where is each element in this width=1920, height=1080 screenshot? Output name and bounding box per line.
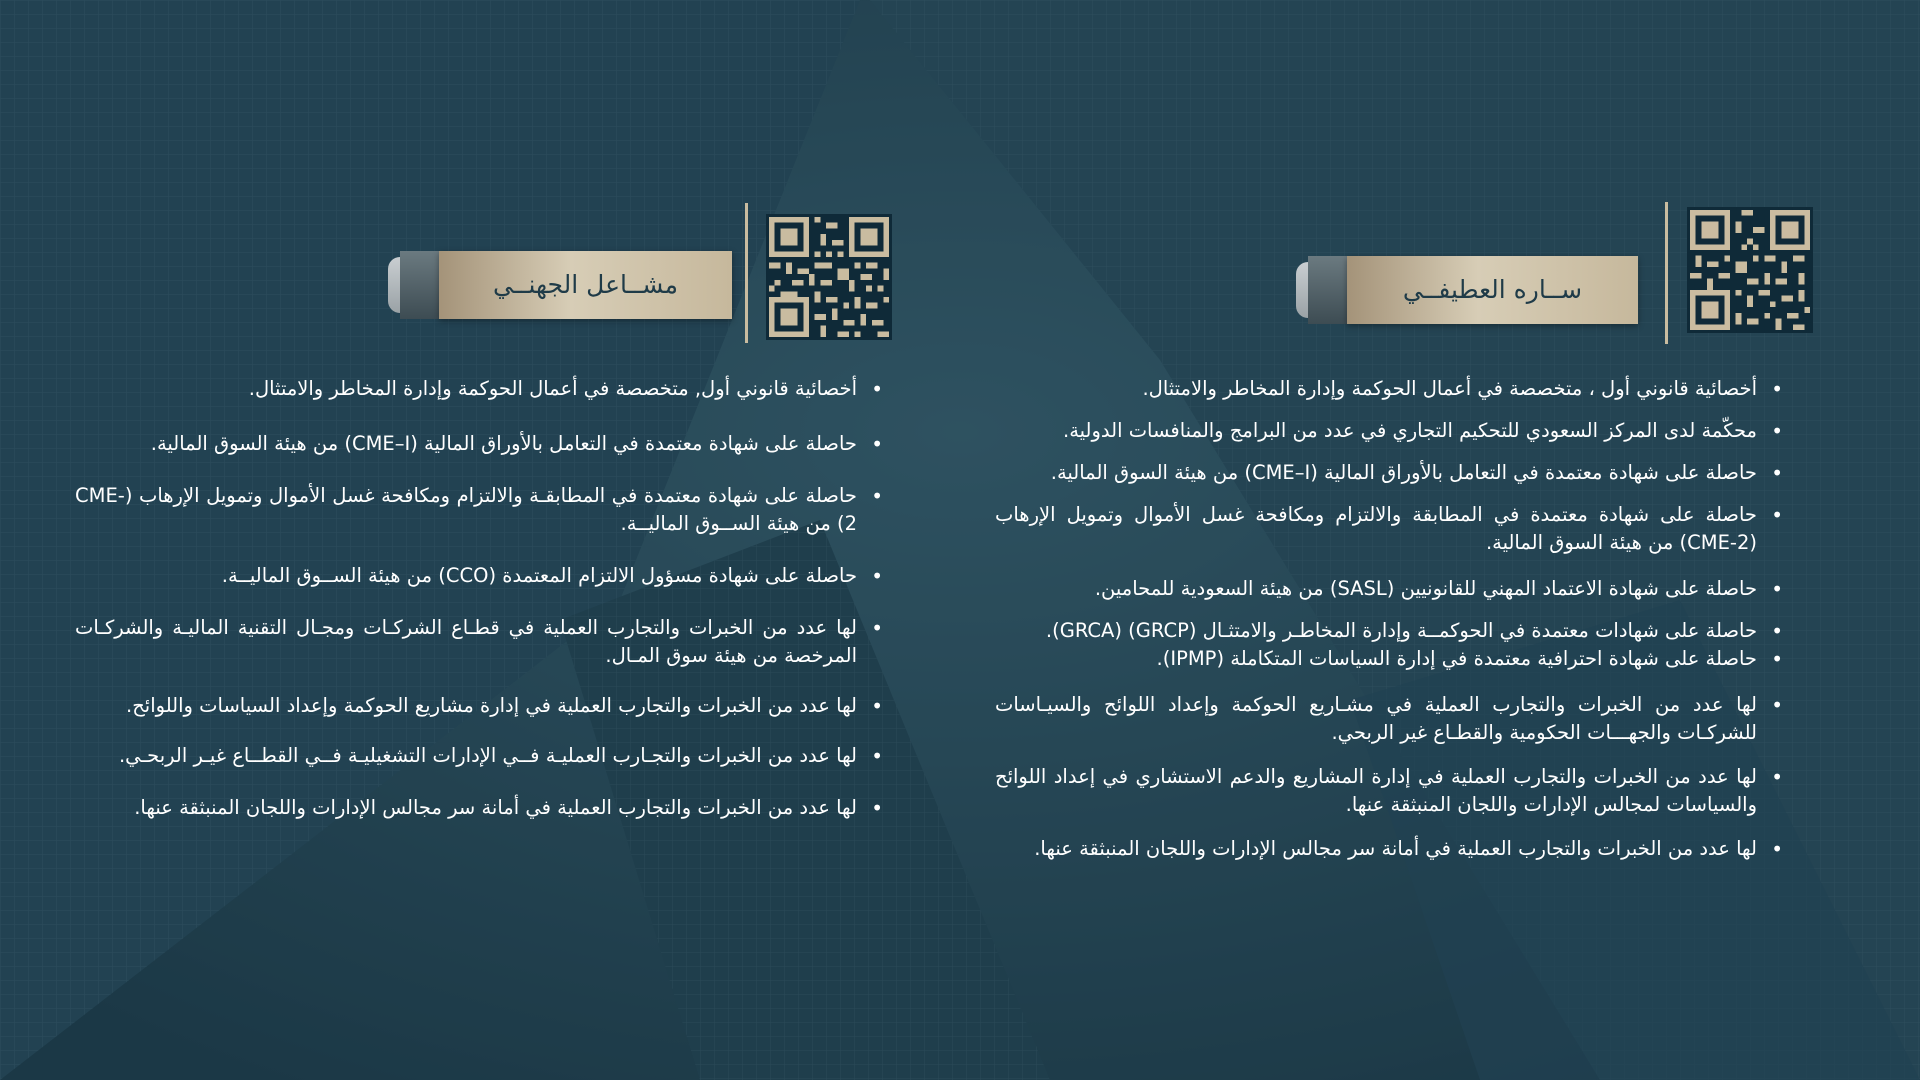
list-item: • محكّمة لدى المركز السعودي للتحكيم التجاري في عدد من البرامج والمنافسات الدولية. bbox=[995, 417, 1787, 445]
list-item: • حاصلة على شهادة معتمدة في التعامل بالأوراق المالية (CME–I) من هيئة السوق المالية. bbox=[75, 430, 887, 458]
profile-sarah bbox=[960, 0, 1920, 1080]
list-item: • حاصلة على شهادة مسؤول الالتزام المعتمدة (CCO) من هيئة الســوق الماليــة. bbox=[75, 562, 887, 590]
list-item: • لها عدد من الخبرات والتجارب العملية في قطـاع الشركـات ومجـال التقنية الماليـة والشركـات المرخصة من هيئة سوق المـال. bbox=[75, 614, 887, 670]
list-item: • أخصائية قانوني أول ، متخصصة في أعمال الحوكمة وإدارة المخاطر والامتثال. bbox=[995, 375, 1787, 403]
list-item: • حاصلة على شهادة معتمدة في المطابقة والالتزام ومكافحة غسل الأموال وتمويل الإرهاب (CME-2) من هيئة السوق المالية. bbox=[995, 501, 1787, 557]
name-banner bbox=[1296, 256, 1638, 324]
list-item: • لها عدد من الخبرات والتجارب العملية في أمانة سر مجالس الإدارات واللجان المنبثقة عنها. bbox=[75, 794, 887, 822]
qr-code-icon[interactable] bbox=[1687, 207, 1813, 333]
list-item: • حاصلة على شهادة الاعتماد المهني للقانونيين (SASL) من هيئة السعودية للمحامين. bbox=[995, 575, 1787, 603]
name-banner bbox=[388, 251, 732, 319]
list-item: • لها عدد من الخبرات والتجـارب العمليـة فــي الإدارات التشغيليـة فــي القطــاع غيـر الربحـي. bbox=[75, 742, 887, 770]
list-item: • حاصلة على شهادة معتمدة في المطابقـة والالتزام ومكافحة غسل الأموال وتمويل الإرهاب (CME-2) من هيئة الســوق الماليــة. bbox=[75, 482, 887, 538]
list-item: • أخصائية قانوني أول, متخصصة في أعمال الحوكمة وإدارة المخاطر والامتثال. bbox=[75, 375, 887, 403]
list-item: • لها عدد من الخبرات والتجارب العملية في أمانة سر مجالس الإدارات واللجان المنبثقة عنها. bbox=[995, 835, 1787, 863]
list-item: • لها عدد من الخبرات والتجارب العملية في مشـاريع الحوكمة وإعداد اللوائح والسيـاسات للشركـات والجهـــات الحكومية والقطـاع غير الربحي. bbox=[995, 691, 1787, 747]
list-item: • حاصلة على شهادات معتمدة في الحوكمــة وإدارة المخاطـر والامتثـال (GRCP) (GRCA). bbox=[995, 617, 1787, 645]
list-item: • لها عدد من الخبرات والتجارب العملية في إدارة المشاريع والدعم الاستشاري في إعداد اللوائح والسياسات لمجالس الإدارات واللجان المنبثقة عنها. bbox=[995, 763, 1787, 819]
divider-line bbox=[745, 203, 748, 343]
list-item: • حاصلة على شهادة معتمدة في التعامل بالأوراق المالية (CME–I) من هيئة السوق المالية. bbox=[995, 459, 1787, 487]
divider-line bbox=[1665, 202, 1668, 344]
bullet-list bbox=[75, 375, 887, 822]
list-item: • حاصلة على شهادة احترافية معتمدة في إدارة السياسات المتكاملة (IPMP). bbox=[995, 645, 1787, 673]
person-name: ســاره العطيفــي bbox=[1402, 275, 1583, 304]
list-item: • لها عدد من الخبرات والتجارب العملية في إدارة مشاريع الحوكمة وإعداد السياسات واللوائح. bbox=[75, 692, 887, 720]
person-name: مشــاعل الجهنــي bbox=[492, 270, 678, 299]
bullet-list bbox=[995, 375, 1787, 863]
qr-code-icon[interactable] bbox=[766, 214, 892, 340]
